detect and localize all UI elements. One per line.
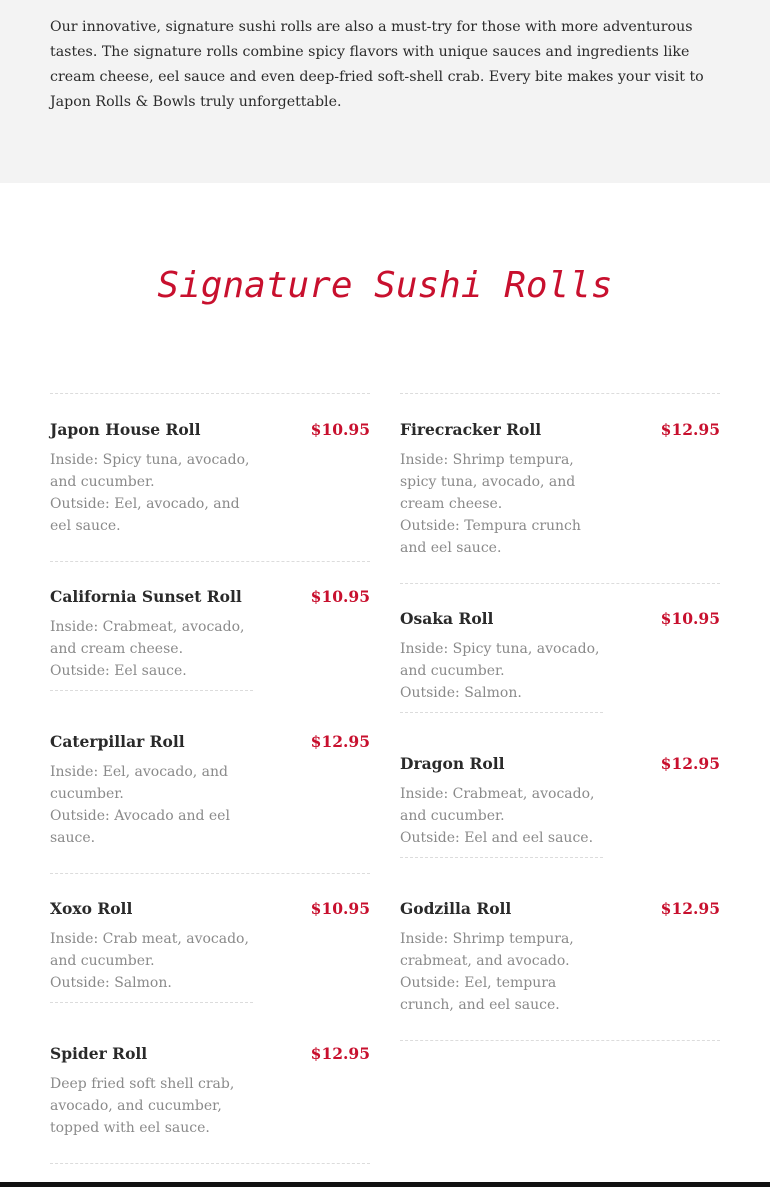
description-line: Outside: Eel and eel sauce.: [400, 830, 594, 846]
menu-column-left: [50, 393, 370, 1164]
menu-item-price: $12.95: [660, 420, 720, 439]
menu-item-description: [400, 928, 605, 1016]
menu-item-description: [50, 761, 255, 849]
divider: [400, 1040, 720, 1041]
menu-item-description: [50, 1073, 255, 1139]
menu-item-name: California Sunset Roll: [50, 587, 242, 606]
menu-item: [400, 858, 720, 1016]
menu-item: [50, 562, 370, 682]
bottom-bar: [0, 1182, 770, 1187]
menu-item-description: [400, 783, 605, 849]
menu-item-description: [400, 449, 605, 559]
menu-item-name: Dragon Roll: [400, 754, 505, 773]
description-line: Inside: Shrimp tempura, spicy tuna, avocado, and cream cheese.: [400, 452, 576, 512]
menu-item: [50, 874, 370, 994]
description-line: Outside: Eel, avocado, and eel sauce.: [50, 496, 240, 534]
menu-item-name: Firecracker Roll: [400, 420, 542, 439]
menu-item-name: Caterpillar Roll: [50, 732, 185, 751]
menu-item-name: Xoxo Roll: [50, 899, 133, 918]
description-line: Inside: Crab meat, avocado, and cucumber.: [50, 931, 249, 969]
description-line: Inside: Spicy tuna, avocado, and cucumber.: [400, 641, 600, 679]
section-title: Signature Sushi Rolls: [157, 265, 613, 306]
divider: [50, 1163, 370, 1164]
menu-item-name: Japon House Roll: [50, 420, 201, 439]
menu-item-price: $10.95: [310, 587, 370, 606]
description-line: Outside: Salmon.: [400, 685, 522, 701]
menu-item: [50, 394, 370, 537]
menu-item-description: [50, 616, 255, 682]
description-line: Inside: Crabmeat, avocado, and cucumber.: [400, 786, 595, 824]
intro-section: [0, 0, 770, 183]
description-line: Outside: Avocado and eel sauce.: [50, 808, 230, 846]
menu-item-description: [400, 638, 605, 704]
description-line: Deep fried soft shell crab, avocado, and cucumber, topped with eel sauce.: [50, 1076, 235, 1136]
menu-item-name: Osaka Roll: [400, 609, 494, 628]
description-line: Inside: Eel, avocado, and cucumber.: [50, 764, 228, 802]
menu-item: [400, 713, 720, 849]
menu-item-description: [50, 449, 255, 537]
intro-text: Our innovative, signature sushi rolls are also a must-try for those with more adventurous tastes. The signature rolls combine spicy flavors with unique sauces and ingredients like cream cheese, eel sauce and even deep-fried soft-shell crab. Every bite makes your visit to Japon Rolls & Bowls truly unforgettable.: [50, 19, 704, 110]
menu-item-name: Spider Roll: [50, 1044, 148, 1063]
menu-item-price: $10.95: [660, 609, 720, 628]
description-line: Outside: Tempura crunch and eel sauce.: [400, 518, 581, 556]
menu-item: [50, 1003, 370, 1139]
menu-item-description: [50, 928, 255, 994]
menu-item-price: $12.95: [660, 754, 720, 773]
description-line: Inside: Shrimp tempura, crabmeat, and avocado.: [400, 931, 574, 969]
description-line: Outside: Salmon.: [50, 975, 172, 991]
description-line: Inside: Spicy tuna, avocado, and cucumber.: [50, 452, 250, 490]
menu-item-price: $10.95: [310, 420, 370, 439]
description-line: Inside: Crabmeat, avocado, and cream cheese.: [50, 619, 245, 657]
menu-column-right: [400, 393, 720, 1041]
menu-item-price: $10.95: [310, 899, 370, 918]
menu-item-name: Godzilla Roll: [400, 899, 512, 918]
description-line: Outside: Eel, tempura crunch, and eel sauce.: [400, 975, 560, 1013]
description-line: Outside: Eel sauce.: [50, 663, 187, 679]
menu-item-price: $12.95: [660, 899, 720, 918]
menu-item: [400, 584, 720, 704]
menu-item-price: $12.95: [310, 732, 370, 751]
menu-item-price: $12.95: [310, 1044, 370, 1063]
menu-item: [50, 691, 370, 849]
menu-item: [400, 394, 720, 559]
